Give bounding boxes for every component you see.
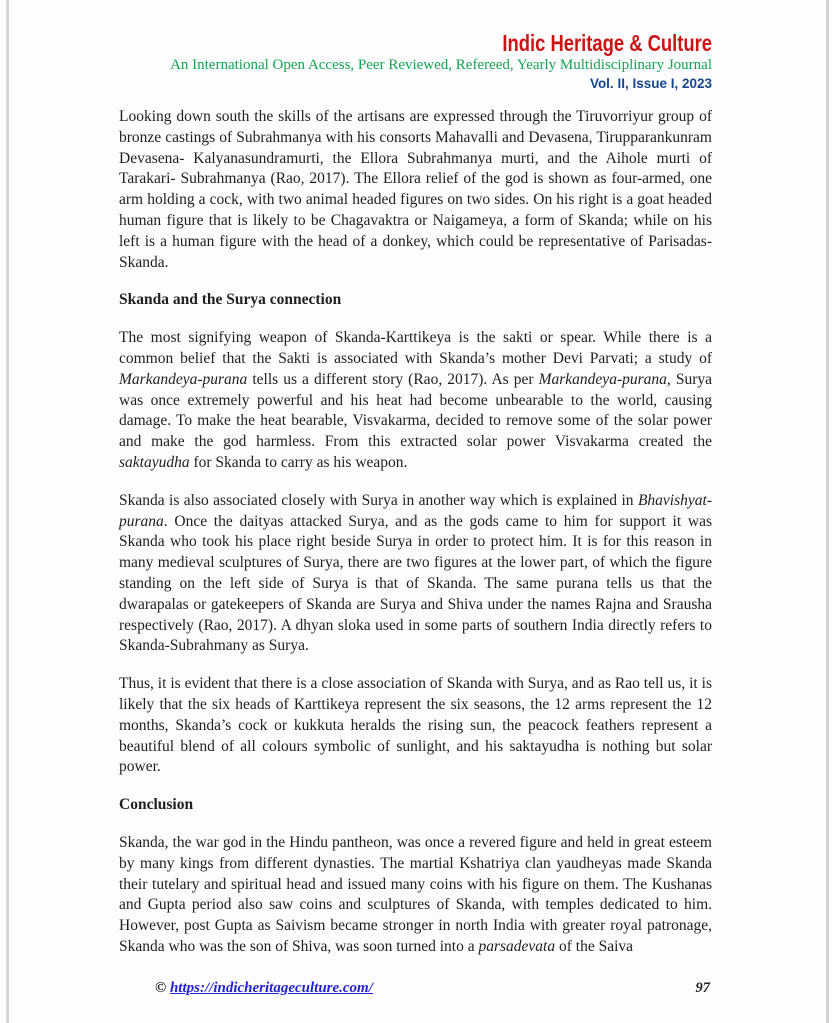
italic-term: parsadevata (478, 937, 556, 955)
text-run: Looking down south the skills of the artisans are expressed through the Tiruvorriyur group of bronze castings of Subrahmanya with his consorts Mahavalli and Devasena, Tirupparankunram Devasena- Kalyanasundramurti, the Ellora Subrahmanya murti, and the Aihole murti of Tarakari- Subrahmanya (Rao, 2017). The Ellora relief of the god is shown as four-armed, one arm holding a cock, with two animal headed figures on two sides. On his right is a goat headed human figure that is likely to be Chagavaktra or Naigameya, a form of Skanda; while on his left is a human figure with the head of a donkey, which could be representative of Parisadas- Skanda. (119, 108, 712, 271)
italic-term: saktayudha (119, 453, 190, 471)
italic-term: Markandeya-purana (119, 370, 248, 388)
body-paragraph (119, 491, 712, 657)
page-number: 97 (695, 980, 710, 996)
journal-header (119, 30, 712, 94)
text-run: . Once the daityas attacked Surya, and as the gods came to him for support it was Skanda who took his place right beside Surya in order to protect him. It is for this reason in many medieval sculptures of Surya, there are two figures at the lower part, of which the figure standing on the left side of Surya is that of Skanda. The same purana tells us that the dwarapalas or gatekeepers of Skanda are Surya and Shiva under the names Rajna and Srausha respectively (Rao, 2017). A dhyan sloka used in some parts of southern India directly refers to Skanda-Subrahmany as Surya. (119, 512, 712, 655)
journal-title: Indic Heritage & Culture (502, 30, 712, 56)
journal-website-link[interactable]: https://indicheritageculture.com/ (169, 980, 373, 996)
italic-term: Bhavishyat-purana (119, 491, 712, 530)
page-footer (119, 980, 710, 997)
copyright-symbol: © (155, 980, 167, 996)
text-run: Skanda, the war god in the Hindu pantheon, was once a revered figure and held in great esteem by many kings from different dynasties. The martial Kshatriya clan yaudheyas made Skanda their tutelary and spiritual head and issued many coins with his figure on them. The Kushanas and Gupta period also saw coins and sculptures of Skanda, with temples dedicated to him. However, post Gupta as Saivism became stronger in north India with greater royal patronage, Skanda who was the son of Shiva, was soon turned into a (119, 833, 712, 955)
text-run: tells us a different story (Rao, 2017). As per (247, 370, 539, 388)
text-run: , Surya was once extremely powerful and his heat had become unbearable to the world, causing damage. To make the heat bearable, Visvakarma, decided to remove some of the solar power and make the god harmless. From this extracted solar power Visvakarma created the (119, 370, 712, 451)
footer-link-group (155, 980, 373, 997)
italic-term: Markandeya-purana (538, 370, 667, 388)
text-run: Skanda is also associated closely with Surya in another way which is explained in (119, 491, 638, 509)
text-run: The most signifying weapon of Skanda-Karttikeya is the sakti or spear. While there is a common belief that the Sakti is associated with Skanda’s mother Devi Parvati; a study of (119, 329, 712, 367)
text-run: of the Saiva (555, 937, 634, 955)
issue-line: Vol. II, Issue I, 2023 (589, 76, 712, 91)
journal-subtitle: An International Open Access, Peer Reviewed, Refereed, Yearly Multidisciplinary Journal (170, 57, 712, 73)
body-paragraph (119, 107, 712, 273)
scan-edge-left (6, 0, 9, 1023)
text-run: Thus, it is evident that there is a close association of Skanda with Surya, and as Rao tell us, it is likely that the six heads of Karttikeya represent the six seasons, the 12 arms represent the 12 months, Skanda’s cock or kukkuta heralds the rising sun, the peacock feathers represent a beautiful blend of all colours symbolic of sunlight, and his saktayudha is nothing but solar power. (119, 675, 712, 776)
body-paragraph (119, 674, 712, 778)
text-run: for Skanda to carry as his weapon. (189, 453, 408, 471)
section-heading: Conclusion (119, 796, 194, 814)
scan-edge-right (826, 0, 829, 1023)
section-heading: Skanda and the Surya connection (119, 291, 342, 309)
body-paragraph (119, 328, 712, 474)
body-paragraph (119, 833, 712, 958)
article-body (119, 107, 712, 958)
